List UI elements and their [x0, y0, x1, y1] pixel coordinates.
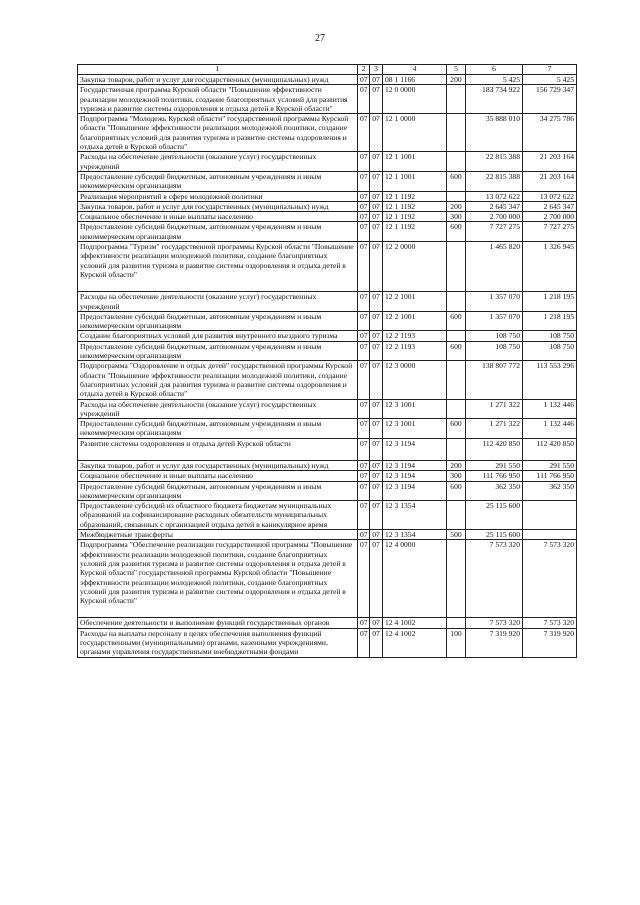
row-name-cell: Развитие системы оздоровления и отдыха детей Курской области [78, 438, 358, 460]
row-name-cell: Закупка товаров, работ и услуг для государственных (муниципальных) нужд [78, 201, 358, 211]
row-name-cell: Предоставление субсидий бюджетным, автономным учреждениям и иным некоммерческим организациям [78, 419, 358, 439]
target-article-cell: 12 1 1192 [383, 201, 447, 211]
amount-year2-cell: 1 218 195 [523, 292, 577, 312]
table-row [78, 75, 577, 85]
header-col-2: 2 [358, 65, 370, 75]
amount-year1-cell: 7 573 320 [466, 540, 523, 618]
table-row [78, 171, 577, 191]
amount-year1-cell: 22 815 388 [466, 152, 523, 172]
subsection-code-cell: 07 [370, 438, 383, 460]
section-code-cell: 07 [358, 331, 370, 341]
subsection-code-cell: 07 [370, 540, 383, 618]
row-name-cell: Создание благоприятных условий для развития внутреннего въездного туризма [78, 331, 358, 341]
expense-type-cell [447, 191, 466, 201]
table-row [78, 201, 577, 211]
target-article-cell: 12 1 1001 [383, 171, 447, 191]
amount-year1-cell: 111 766 950 [466, 471, 523, 481]
row-name-cell: Подпрограмма "Молодежь Курской области" государственной программы Курской области "Повышение эффективности реализации молодежной политики, создание благоприятных условий для развития туризма и развитие системы оздоровления и отдыха детей в Курской области" [78, 114, 358, 152]
subsection-code-cell: 07 [370, 628, 383, 657]
expense-type-cell: 600 [447, 419, 466, 439]
row-name-cell: Предоставление субсидий бюджетным, автономным учреждениям и иным некоммерческим организациям [78, 171, 358, 191]
subsection-code-cell: 07 [370, 114, 383, 152]
section-code-cell: 07 [358, 341, 370, 361]
header-col-5: 5 [447, 65, 466, 75]
expense-type-cell [447, 438, 466, 460]
expense-type-cell: 300 [447, 471, 466, 481]
row-name-cell: Расходы на обеспечение деятельности (оказание услуг) государственных учреждений [78, 399, 358, 419]
row-name-cell: Расходы на обеспечение деятельности (оказание услуг) государственных учреждений [78, 152, 358, 172]
amount-year2-cell: 21 203 164 [523, 152, 577, 172]
amount-year1-cell: 1 271 322 [466, 419, 523, 439]
target-article-cell: 12 3 1194 [383, 460, 447, 470]
subsection-code-cell: 07 [370, 292, 383, 312]
section-code-cell: 07 [358, 311, 370, 331]
amount-year2-cell: 291 550 [523, 460, 577, 470]
subsection-code-cell: 07 [370, 618, 383, 628]
table-row [78, 222, 577, 242]
row-name-cell: Государственная программа Курской области "Повышение эффективности реализации молодежной политики, создание благоприятных условий для развития туризма и развитие системы оздоровления и отдыха детей в Курской области" [78, 85, 358, 114]
header-col-4: 4 [383, 65, 447, 75]
target-article-cell: 12 3 1354 [383, 501, 447, 530]
target-article-cell: 12 1 1001 [383, 152, 447, 172]
expense-type-cell [447, 361, 466, 399]
expense-type-cell: 200 [447, 201, 466, 211]
table-row [78, 481, 577, 501]
table-row [78, 471, 577, 481]
amount-year2-cell: 113 553 296 [523, 361, 577, 399]
expense-type-cell [447, 501, 466, 530]
header-col-7: 7 [523, 65, 577, 75]
subsection-code-cell: 07 [370, 152, 383, 172]
expense-type-cell: 600 [447, 311, 466, 331]
section-code-cell: 07 [358, 471, 370, 481]
amount-year2-cell [523, 530, 577, 540]
amount-year2-cell [523, 501, 577, 530]
subsection-code-cell: 07 [370, 85, 383, 114]
amount-year2-cell: 1 218 195 [523, 311, 577, 331]
target-article-cell: 08 1 1166 [383, 75, 447, 85]
section-code-cell: 07 [358, 114, 370, 152]
row-name-cell: Расходы на обеспечение деятельности (оказание услуг) государственных учреждений [78, 292, 358, 312]
row-name-cell: Закупка товаров, работ и услуг для государственных (муниципальных) нужд [78, 460, 358, 470]
table-row [78, 341, 577, 361]
row-name-cell: Предоставление субсидий бюджетным, автономным учреждениям и иным некоммерческим организациям [78, 341, 358, 361]
amount-year2-cell: 1 132 446 [523, 419, 577, 439]
target-article-cell: 12 3 1354 [383, 530, 447, 540]
expense-type-cell: 600 [447, 341, 466, 361]
target-article-cell: 12 2 1193 [383, 331, 447, 341]
subsection-code-cell: 07 [370, 530, 383, 540]
amount-year1-cell: 7 573 320 [466, 618, 523, 628]
amount-year1-cell: 25 115 600 [466, 501, 523, 530]
section-code-cell: 07 [358, 540, 370, 618]
table-row [78, 460, 577, 470]
expense-type-cell: 300 [447, 212, 466, 222]
amount-year2-cell: 362 350 [523, 481, 577, 501]
target-article-cell: 12 2 1193 [383, 341, 447, 361]
row-name-cell: Расходы на выплаты персоналу в целях обеспечения выполнения функций государственными (муниципальными) органами, казенными учреждениями, органами управления государственными внебюджетными фондами [78, 628, 358, 657]
target-article-cell: 12 3 1001 [383, 419, 447, 439]
section-code-cell: 07 [358, 242, 370, 292]
header-col-6: 6 [466, 65, 523, 75]
table-row [78, 331, 577, 341]
amount-year1-cell: 5 425 [466, 75, 523, 85]
target-article-cell: 12 4 1002 [383, 628, 447, 657]
amount-year1-cell: 2 700 000 [466, 212, 523, 222]
section-code-cell: 07 [358, 618, 370, 628]
amount-year1-cell: 291 550 [466, 460, 523, 470]
amount-year1-cell: 22 815 388 [466, 171, 523, 191]
target-article-cell: 12 3 1194 [383, 471, 447, 481]
table-row [78, 438, 577, 460]
expense-type-cell [447, 292, 466, 312]
amount-year2-cell: 7 727 275 [523, 222, 577, 242]
amount-year2-cell: 13 072 622 [523, 191, 577, 201]
expense-type-cell: 100 [447, 628, 466, 657]
amount-year1-cell: 362 350 [466, 481, 523, 501]
table-row [78, 628, 577, 657]
target-article-cell: 12 1 1192 [383, 222, 447, 242]
section-code-cell: 07 [358, 419, 370, 439]
subsection-code-cell: 07 [370, 212, 383, 222]
amount-year2-cell: 2 645 347 [523, 201, 577, 211]
section-code-cell: 07 [358, 361, 370, 399]
table-row [78, 85, 577, 114]
expense-type-cell [447, 85, 466, 114]
amount-year1-cell: 7 727 275 [466, 222, 523, 242]
header-row [78, 65, 577, 75]
amount-year1-cell: 2 645 347 [466, 201, 523, 211]
table-row [78, 540, 577, 618]
section-code-cell: 07 [358, 152, 370, 172]
amount-year2-cell: 156 729 347 [523, 85, 577, 114]
budget-table [77, 64, 577, 658]
amount-year1-cell: 1 465 820 [466, 242, 523, 292]
table-body [78, 75, 577, 658]
subsection-code-cell: 07 [370, 191, 383, 201]
subsection-code-cell: 07 [370, 341, 383, 361]
expense-type-cell: 600 [447, 481, 466, 501]
row-name-cell: Закупка товаров, работ и услуг для государственных (муниципальных) нужд [78, 75, 358, 85]
amount-year2-cell: 108 750 [523, 341, 577, 361]
subsection-code-cell: 07 [370, 242, 383, 292]
section-code-cell: 07 [358, 438, 370, 460]
amount-year1-cell: 35 888 010 [466, 114, 523, 152]
row-name-cell: Подпрограмма "Туризм" государственной программы Курской области "Повышение эффективности реализации молодежной политики, создание благоприятных условий для развития туризма и развитие системы оздоровления и отдыха детей в Курской области" [78, 242, 358, 292]
row-name-cell: Подпрограмма "Обеспечение реализации государственной программы "Повышение эффективности реализации молодежной политики, создание благоприятных условий для развития туризма и развитие системы оздоровления и отдыха детей в Курской области" государственной программы Курской области "Повышение эффективности реализации молодежной политики, создание благоприятных условий для развития туризма и развитие системы оздоровления и отдыха детей в Курской области" [78, 540, 358, 618]
amount-year2-cell: 1 326 945 [523, 242, 577, 292]
amount-year1-cell: 25 115 600 [466, 530, 523, 540]
amount-year2-cell: 34 275 786 [523, 114, 577, 152]
table-row [78, 191, 577, 201]
section-code-cell: 07 [358, 460, 370, 470]
table-row [78, 242, 577, 292]
subsection-code-cell: 07 [370, 75, 383, 85]
section-code-cell: 07 [358, 399, 370, 419]
table-row [78, 152, 577, 172]
target-article-cell: 12 2 1001 [383, 311, 447, 331]
amount-year1-cell: 112 420 850 [466, 438, 523, 460]
target-article-cell: 12 4 1002 [383, 618, 447, 628]
amount-year2-cell: 21 203 164 [523, 171, 577, 191]
section-code-cell: 07 [358, 212, 370, 222]
table-row [78, 361, 577, 399]
expense-type-cell [447, 152, 466, 172]
expense-type-cell: 200 [447, 75, 466, 85]
subsection-code-cell: 07 [370, 419, 383, 439]
row-name-cell: Обеспечение деятельности и выполнение функций государственных органов [78, 618, 358, 628]
row-name-cell: Предоставление субсидий бюджетным, автономным учреждениям и иным некоммерческим организациям [78, 311, 358, 331]
row-name-cell: Предоставление субсидий бюджетным, автономным учреждениям и иным некоммерческим организациям [78, 222, 358, 242]
subsection-code-cell: 07 [370, 331, 383, 341]
row-name-cell: Межбюджетные трансферты [78, 530, 358, 540]
section-code-cell: 07 [358, 628, 370, 657]
amount-year1-cell: 1 357 070 [466, 311, 523, 331]
expense-type-cell: 600 [447, 222, 466, 242]
target-article-cell: 12 2 0000 [383, 242, 447, 292]
expense-type-cell [447, 242, 466, 292]
subsection-code-cell: 07 [370, 501, 383, 530]
subsection-code-cell: 07 [370, 471, 383, 481]
amount-year1-cell: 108 750 [466, 341, 523, 361]
section-code-cell: 07 [358, 481, 370, 501]
expense-type-cell [447, 540, 466, 618]
page-number: 27 [315, 33, 325, 44]
target-article-cell: 12 3 1194 [383, 481, 447, 501]
target-article-cell: 12 2 1001 [383, 292, 447, 312]
expense-type-cell [447, 618, 466, 628]
table-row [78, 212, 577, 222]
subsection-code-cell: 07 [370, 361, 383, 399]
amount-year2-cell: 108 750 [523, 331, 577, 341]
section-code-cell: 07 [358, 201, 370, 211]
table-row [78, 399, 577, 419]
amount-year1-cell: 183 734 922 [466, 85, 523, 114]
table-row [78, 311, 577, 331]
target-article-cell: 12 1 1192 [383, 212, 447, 222]
amount-year1-cell: 13 072 622 [466, 191, 523, 201]
table-row [78, 501, 577, 530]
section-code-cell: 07 [358, 501, 370, 530]
row-name-cell: Социальное обеспечение и иные выплаты населению [78, 471, 358, 481]
amount-year2-cell: 112 420 850 [523, 438, 577, 460]
section-code-cell: 07 [358, 222, 370, 242]
row-name-cell: Предоставление субсидий из областного бюджета бюджетам муниципальных образований на софинансирование расходных обязательств муниципальных образований, связанных с организацией отдыха детей в каникулярное время [78, 501, 358, 530]
row-name-cell: Подпрограмма "Оздоровление и отдых детей" государственной программы Курской области "Повышение эффективности реализации молодежной политики, создание благоприятных условий для развития туризма и развитие системы оздоровления и отдыха детей в Курской области" [78, 361, 358, 399]
header-col-3: 3 [370, 65, 383, 75]
table-row [78, 618, 577, 628]
amount-year1-cell: 138 807 772 [466, 361, 523, 399]
expense-type-cell [447, 331, 466, 341]
section-code-cell: 07 [358, 85, 370, 114]
amount-year1-cell: 7 319 920 [466, 628, 523, 657]
table-row [78, 530, 577, 540]
target-article-cell: 12 1 0000 [383, 114, 447, 152]
subsection-code-cell: 07 [370, 481, 383, 501]
amount-year2-cell: 7 573 320 [523, 618, 577, 628]
subsection-code-cell: 07 [370, 222, 383, 242]
subsection-code-cell: 07 [370, 311, 383, 331]
target-article-cell: 12 3 1194 [383, 438, 447, 460]
target-article-cell: 12 0 0000 [383, 85, 447, 114]
table-row [78, 114, 577, 152]
section-code-cell: 07 [358, 171, 370, 191]
amount-year2-cell: 7 573 320 [523, 540, 577, 618]
amount-year2-cell: 7 319 920 [523, 628, 577, 657]
expense-type-cell: 600 [447, 171, 466, 191]
subsection-code-cell: 07 [370, 399, 383, 419]
subsection-code-cell: 07 [370, 171, 383, 191]
target-article-cell: 12 3 0000 [383, 361, 447, 399]
section-code-cell: 07 [358, 191, 370, 201]
table-row [78, 419, 577, 439]
subsection-code-cell: 07 [370, 201, 383, 211]
amount-year1-cell: 1 357 070 [466, 292, 523, 312]
expense-type-cell: 200 [447, 460, 466, 470]
expense-type-cell [447, 114, 466, 152]
amount-year1-cell: 108 750 [466, 331, 523, 341]
row-name-cell: Реализация мероприятий в сфере молодежной политики [78, 191, 358, 201]
section-code-cell: 07 [358, 530, 370, 540]
amount-year2-cell: 1 132 446 [523, 399, 577, 419]
row-name-cell: Социальное обеспечение и иные выплаты населению [78, 212, 358, 222]
amount-year1-cell: 1 271 322 [466, 399, 523, 419]
target-article-cell: 12 3 1001 [383, 399, 447, 419]
table-row [78, 292, 577, 312]
expense-type-cell: 500 [447, 530, 466, 540]
amount-year2-cell: 5 425 [523, 75, 577, 85]
header-col-1: 1 [78, 65, 358, 75]
section-code-cell: 07 [358, 75, 370, 85]
target-article-cell: 12 4 0000 [383, 540, 447, 618]
section-code-cell: 07 [358, 292, 370, 312]
target-article-cell: 12 1 1192 [383, 191, 447, 201]
amount-year2-cell: 111 766 950 [523, 471, 577, 481]
amount-year2-cell: 2 700 000 [523, 212, 577, 222]
subsection-code-cell: 07 [370, 460, 383, 470]
row-name-cell: Предоставление субсидий бюджетным, автономным учреждениям и иным некоммерческим организациям [78, 481, 358, 501]
expense-type-cell [447, 399, 466, 419]
